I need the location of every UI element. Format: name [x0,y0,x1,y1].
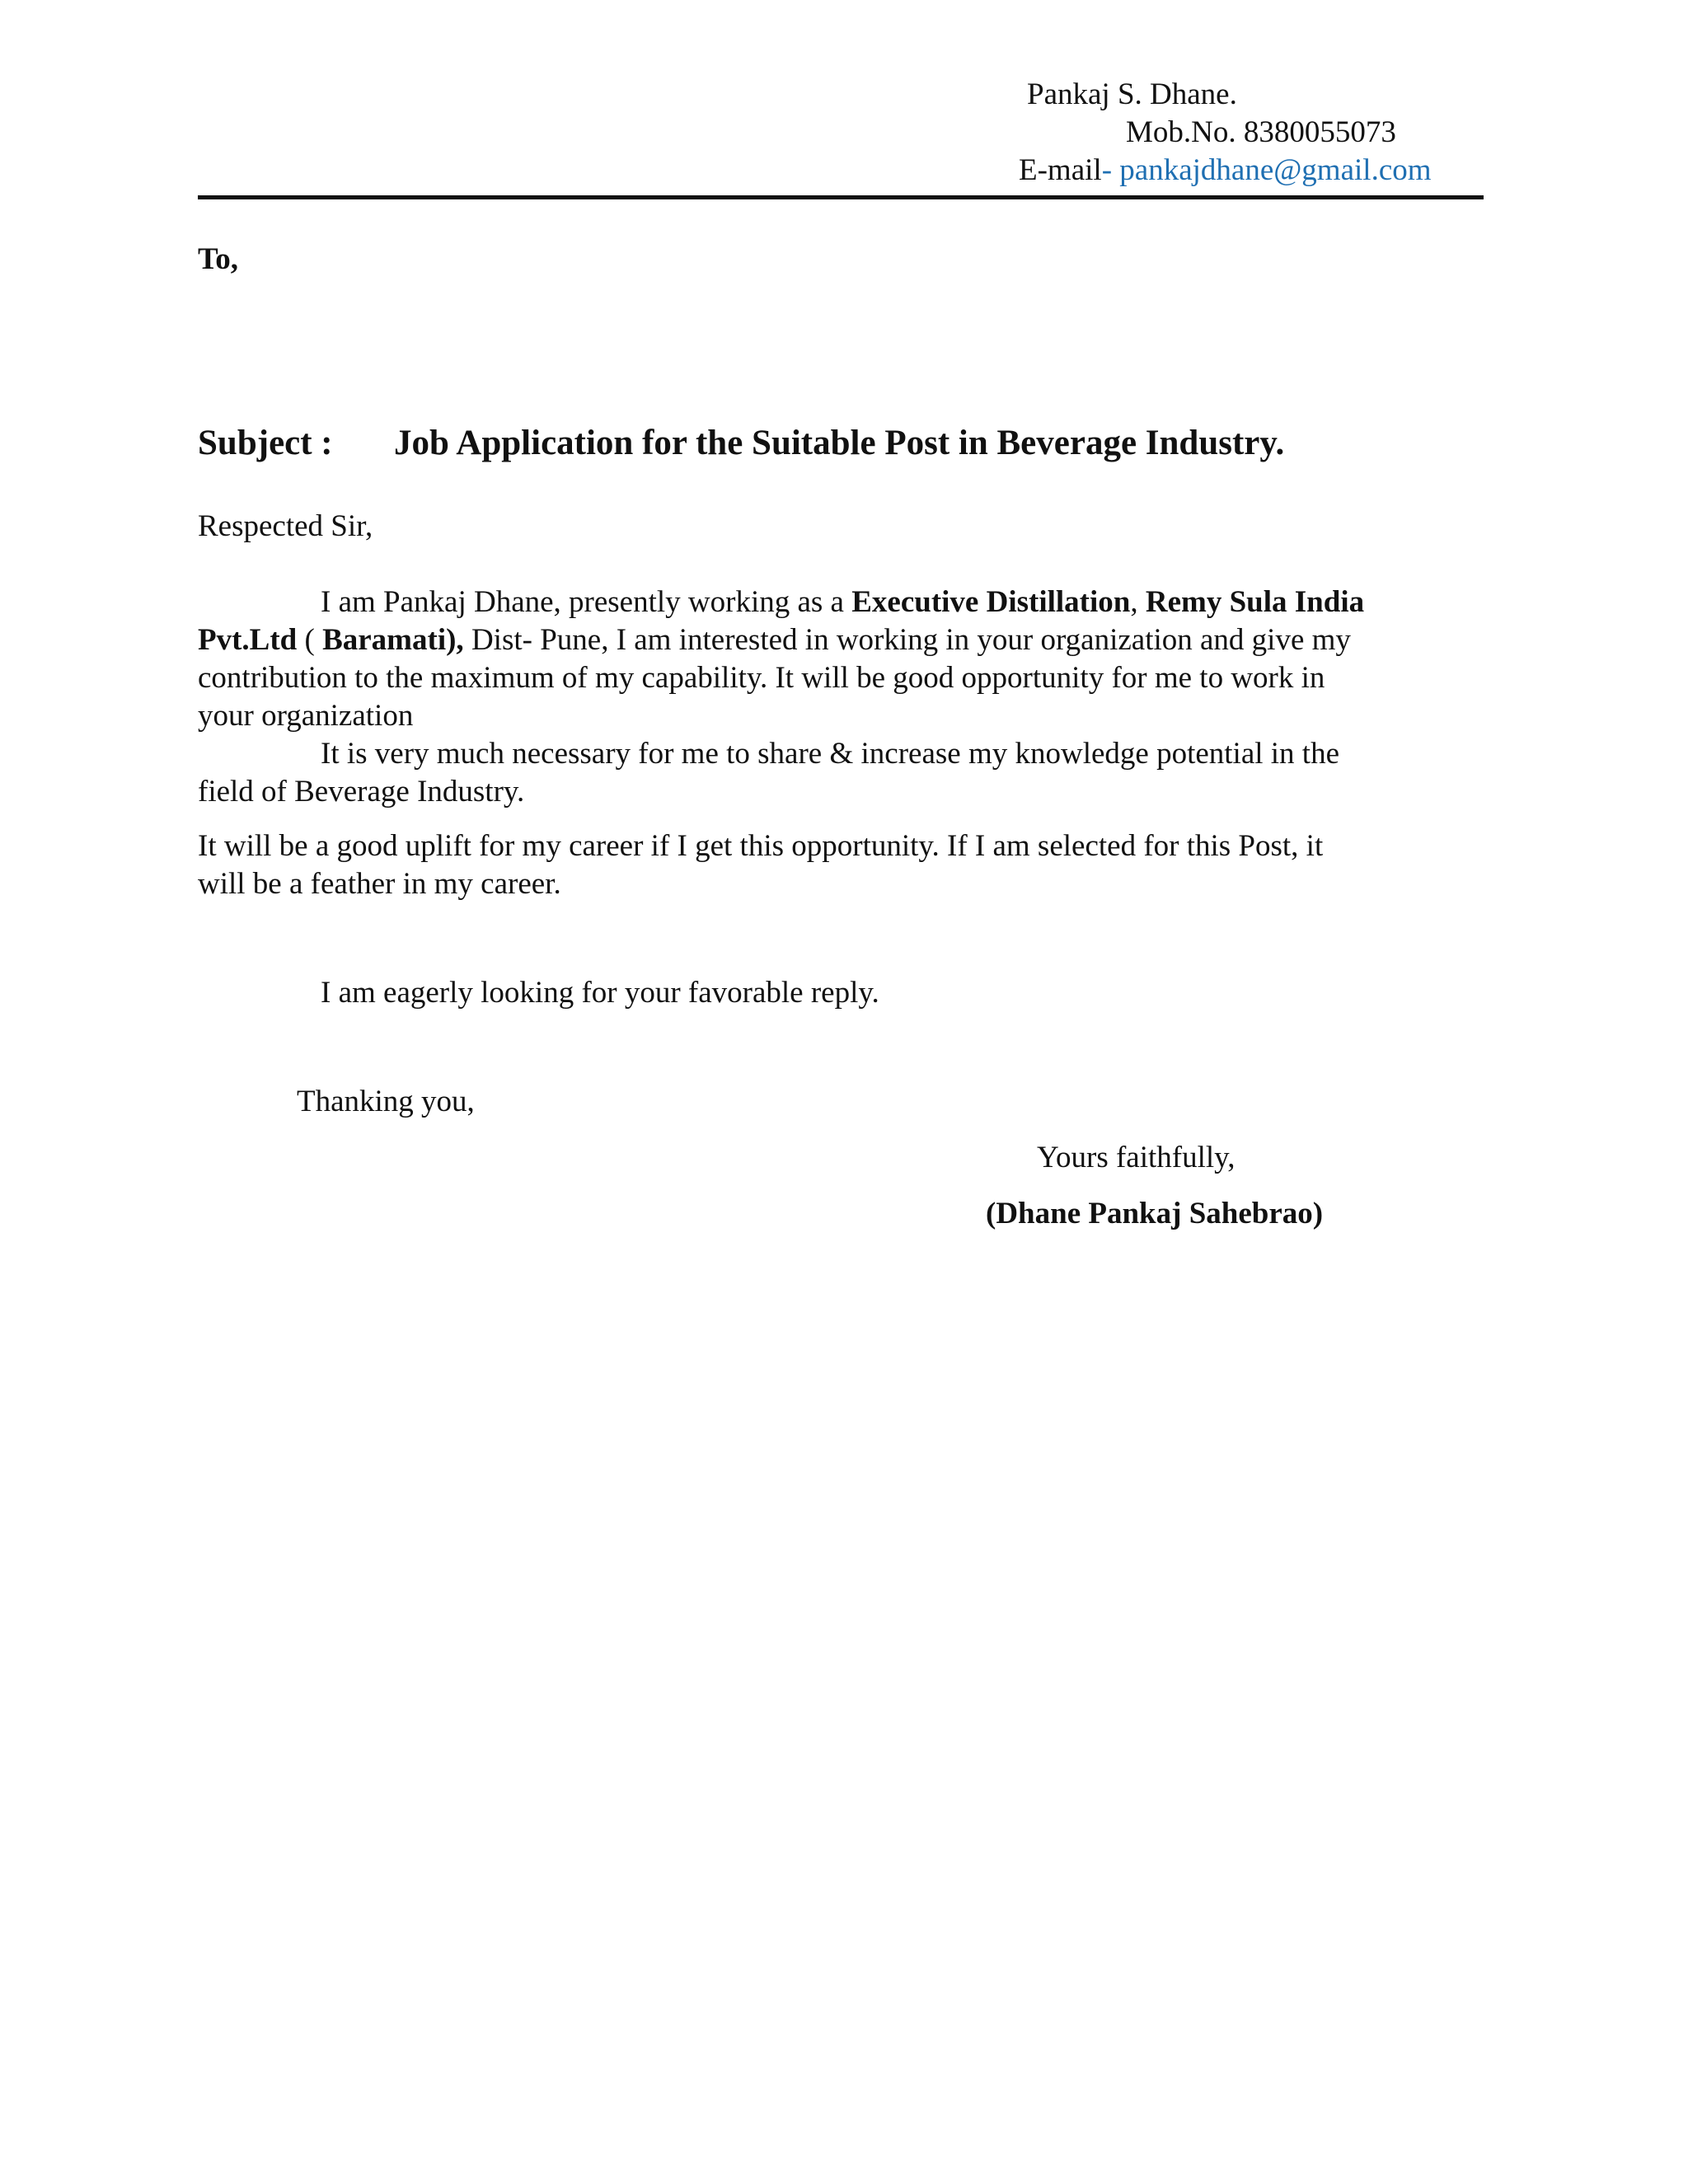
subject-label: Subject : [198,424,333,462]
body-p1-line4: your organization [198,699,414,733]
email-label: E-mail [1019,153,1102,187]
body-text: , [1130,585,1146,619]
sender-mobile: Mob.No. 8380055073 [1126,115,1396,149]
closing-yours: Yours faithfully, [1037,1141,1236,1174]
closing-signature: (Dhane Pankaj Sahebrao) [986,1197,1324,1230]
body-p1-line3: contribution to the maximum of my capability. It will be good opportunity for me to work in [198,661,1325,695]
email-separator: - [1101,153,1120,187]
header-divider [198,195,1484,199]
body-p4: I am eagerly looking for your favorable reply. [321,976,879,1010]
subject-text: Job Application for the Suitable Post in Beverage Industry. [394,424,1285,462]
salutation: Respected Sir, [198,509,373,543]
company-location: Baramati), [322,623,464,657]
body-text: Dist- Pune, I am interested in working in your organization and give my [463,623,1351,657]
company-suffix: Pvt.Ltd [198,623,298,657]
body-text: ( [297,623,323,657]
recipient-to: To, [198,242,239,276]
job-title: Executive Distillation [851,585,1131,619]
sender-name: Pankaj S. Dhane. [1027,77,1237,111]
company-name: Remy Sula India [1145,585,1365,619]
sender-email-line [1019,152,1432,190]
closing-thanks: Thanking you, [297,1085,475,1118]
body-p3-line2: will be a feather in my career. [198,867,561,901]
body-text: I am Pankaj Dhane, presently working as a [321,585,852,619]
body-p3-line1: It will be a good uplift for my career if I get this opportunity. If I am selected for this Post, it [198,829,1324,863]
email-link[interactable]: pankajdhane@gmail.com [1119,153,1432,187]
body-p2-line2: field of Beverage Industry. [198,775,525,808]
body-p1-line1 [321,583,1364,621]
body-p1-line2 [198,621,1351,659]
body-p2-line1: It is very much necessary for me to share & increase my knowledge potential in the [321,737,1340,771]
